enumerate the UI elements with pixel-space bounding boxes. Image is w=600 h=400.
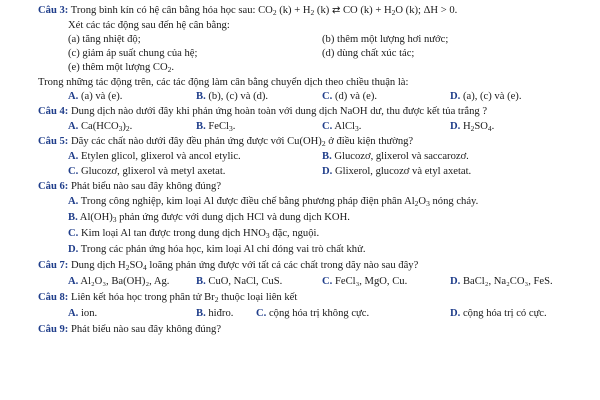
q3-question: Trong những tác động trên, các tác động làm cân bằng chuyển dịch theo chiều thuận là:	[38, 77, 409, 88]
q6-option-d[interactable]	[68, 243, 366, 257]
sub-3: 3	[355, 124, 359, 133]
option-text: nóng chảy.	[432, 196, 479, 207]
q3-intro: Xét các tác động sau đến hệ cân bằng:	[68, 20, 230, 31]
q4-stem	[38, 105, 487, 119]
option-label: B.	[196, 121, 206, 132]
option-text: FeCl	[208, 121, 229, 132]
option-label: A.	[68, 308, 79, 319]
option-text: Trong công nghiệp, kim loại Al được điều chế bằng phương pháp điện phân Al	[80, 196, 415, 207]
option-text: Ca(HCO	[80, 121, 119, 132]
option-label: D.	[450, 276, 461, 287]
q5-option-d[interactable]	[322, 165, 471, 179]
option-text: hiđro.	[208, 308, 234, 319]
sub-2: 2	[214, 295, 219, 304]
q7-option-c[interactable]	[322, 275, 407, 289]
q3-item-b: (b) thêm một lượng hơi nước;	[322, 34, 449, 45]
option-text: Glucozơ, glixerol và saccarozơ.	[334, 151, 469, 162]
option-text: Al(OH)	[79, 212, 113, 223]
q8-stem	[38, 291, 297, 305]
sub-4: 4	[143, 263, 147, 272]
q5-option-c[interactable]	[68, 165, 225, 179]
option-label: A.	[68, 91, 79, 102]
q6-stem	[38, 180, 221, 194]
option-label: B.	[68, 212, 78, 223]
equilibrium-arrow-icon: ⇄	[331, 5, 341, 16]
q7-option-a[interactable]	[68, 275, 169, 289]
q6-option-b[interactable]	[68, 211, 350, 225]
q4-option-d[interactable]: D. $H_2SO_4$.	[450, 121, 495, 133]
q3-text-c: (k)	[316, 5, 330, 16]
q5-stem	[38, 135, 413, 149]
option-text: BaCl₂, Na₂CO₃, FeS.	[462, 276, 553, 287]
q3-text-b: (k) + H	[279, 5, 311, 16]
option-text: phản ứng được với dung dịch HCl và dung dịch KOH.	[119, 212, 350, 223]
sub-3: 3	[426, 199, 430, 208]
sub-4: 4	[487, 124, 492, 133]
q4-option-b[interactable]: B. FeCl$_3$.	[196, 121, 236, 133]
sub-3: 3	[112, 215, 117, 224]
sub-2: 2	[310, 8, 315, 17]
q7-text-a: Dung dịch H	[70, 260, 126, 271]
option-text: cộng hóa trị không cực.	[268, 308, 370, 319]
q8-option-b[interactable]	[196, 307, 233, 321]
q3-item-c: (c) giảm áp suất chung của hệ;	[68, 48, 198, 59]
sub-3: 3	[228, 124, 233, 133]
q5-text-b: ở điều kiện thường?	[328, 136, 414, 147]
sub-2: 2	[470, 124, 475, 133]
option-text: Kim loại Al tan được trong dung dịch HNO	[80, 228, 266, 239]
option-text: ion.	[80, 308, 98, 319]
option-text: (a) và (e).	[80, 91, 123, 102]
option-label: D.	[450, 91, 461, 102]
q3-option-b[interactable]	[196, 90, 268, 104]
sub-2: 2	[414, 199, 419, 208]
q8-text-b: thuộc loại liên kết	[221, 292, 298, 303]
q7-option-d[interactable]	[450, 275, 553, 289]
q6-option-c[interactable]	[68, 227, 319, 241]
q3-item-d: (d) dùng chất xúc tác;	[322, 48, 415, 59]
option-text: (d) và (e).	[334, 91, 378, 102]
option-label: D.	[68, 244, 79, 255]
option-text: AlCl	[334, 121, 355, 132]
option-label: C.	[68, 166, 79, 177]
q4-text: Dung dịch nào dưới đây khi phản ứng hoàn toàn với dung dịch NaOH dư, thu được kết tủa trắng ?	[70, 106, 488, 117]
q7-number: Câu 7:	[38, 260, 69, 271]
q8-option-a[interactable]	[68, 307, 97, 321]
q5-number: Câu 5:	[38, 136, 69, 147]
q7-text-c: loãng phản ứng được với tất cả các chất trong dãy nào sau đây?	[149, 260, 419, 271]
q6-text: Phát biểu nào sau đây không đúng?	[70, 181, 222, 192]
option-label: B.	[196, 276, 206, 287]
option-label: A.	[68, 276, 79, 287]
q6-number: Câu 6:	[38, 181, 69, 192]
option-label: A.	[68, 121, 79, 132]
q3-number: Câu 3:	[38, 5, 69, 16]
q9-text: Phát biểu nào sau đây không đúng?	[70, 324, 222, 335]
option-label: B.	[322, 151, 332, 162]
q7-stem	[38, 259, 418, 273]
q6-option-a[interactable]	[68, 195, 478, 209]
q5-option-b[interactable]	[322, 150, 469, 164]
option-text: FeCl₃, MgO, Cu.	[334, 276, 408, 287]
q9-number: Câu 9:	[38, 324, 69, 335]
sub-3: 3	[118, 124, 123, 133]
sub-2: 2	[272, 8, 277, 17]
option-label: A.	[68, 196, 79, 207]
sub-2: 2	[125, 124, 130, 133]
option-text: đặc, nguội.	[272, 228, 320, 239]
sub-2: 2	[391, 8, 396, 17]
option-label: D.	[450, 121, 461, 132]
q8-option-c[interactable]	[256, 307, 369, 321]
q3-item-e: (e) thêm một lượng $CO_2$.	[68, 62, 175, 74]
q3-stem	[38, 4, 457, 18]
sub-2: 2	[167, 65, 172, 74]
sub-2: 2	[321, 139, 326, 148]
q3-option-a[interactable]	[68, 90, 122, 104]
q3-item-e-text: (e) thêm một lượng CO	[68, 62, 168, 73]
q9-stem	[38, 323, 221, 337]
option-text: O	[418, 196, 427, 207]
q7-text-b: SO	[129, 260, 143, 271]
option-text: Etylen glicol, glixerol và ancol etylic.	[80, 151, 241, 162]
option-text: (b), (c) và (d).	[208, 91, 269, 102]
option-text: (a), (c) và (e).	[462, 91, 522, 102]
option-text: Al₂O₃, Ba(OH)₂, Ag.	[80, 276, 170, 287]
q5-text-a: Dãy các chất nào dưới đây đều phản ứng được với Cu(OH)	[70, 136, 322, 147]
q3-item-a: (a) tăng nhiệt độ;	[68, 34, 141, 45]
option-label: C.	[322, 121, 333, 132]
q3-option-c[interactable]	[322, 90, 377, 104]
option-label: C.	[322, 91, 333, 102]
option-label: C.	[68, 228, 79, 239]
option-text: Glixerol, glucozơ và etyl axetat.	[334, 166, 472, 177]
q4-number: Câu 4:	[38, 106, 69, 117]
q3-text-a: Trong bình kín có hệ cân bằng hóa học sau: CO	[70, 5, 273, 16]
sub-3: 3	[265, 231, 270, 240]
q4-option-c[interactable]: C. AlCl$_3$.	[322, 121, 362, 133]
option-label: B.	[196, 308, 206, 319]
option-text: Glucozơ, glixerol và metyl axetat.	[80, 166, 226, 177]
q3-text-e: O (k); ΔH > 0.	[395, 5, 458, 16]
q7-option-b[interactable]	[196, 275, 282, 289]
option-text: H	[462, 121, 471, 132]
option-label: C.	[322, 276, 333, 287]
q5-option-a[interactable]	[68, 150, 241, 164]
q8-option-d[interactable]	[450, 307, 547, 321]
option-label: D.	[450, 308, 461, 319]
option-label: A.	[68, 151, 79, 162]
sub-2: 2	[125, 263, 130, 272]
option-label: B.	[196, 91, 206, 102]
q3-option-d[interactable]	[450, 90, 521, 104]
option-label: C.	[256, 308, 267, 319]
q3-text-d: CO (k) + H	[342, 5, 392, 16]
q8-text-a: Liên kết hóa học trong phân tử Br	[70, 292, 215, 303]
option-text: CuO, NaCl, CuS.	[208, 276, 283, 287]
option-label: D.	[322, 166, 333, 177]
q4-option-a[interactable]: A. $Ca(HCO_3)_2$.	[68, 121, 133, 133]
option-text: cộng hóa trị có cực.	[462, 308, 547, 319]
option-text: Trong các phản ứng hóa học, kim loại Al chỉ đóng vai trò chất khử.	[80, 244, 366, 255]
q8-number: Câu 8:	[38, 292, 69, 303]
